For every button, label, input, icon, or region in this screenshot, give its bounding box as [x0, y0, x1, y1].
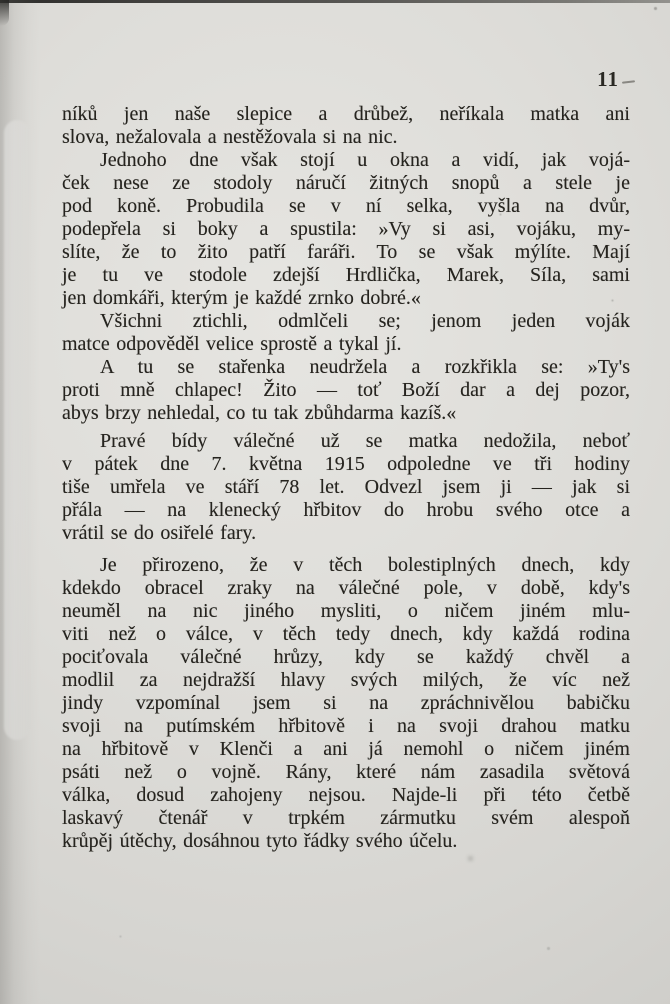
paragraph	[62, 310, 630, 356]
text-line: Jednoho dne však stojí u okna a vidí, jak vojá-	[100, 149, 630, 171]
text-line: slíte, že to žito patří faráři. To se však mýlíte. Mají	[62, 241, 630, 263]
text-line: modlil za nejdražší hlavy svých milých, že víc než	[62, 669, 630, 691]
text-line: neuměl na nic jiného mysliti, o ničem jiném mlu-	[62, 600, 630, 622]
text-line: níků jen naše slepice a drůbež, neříkala matka ani	[62, 103, 630, 125]
text-line: Je přirozeno, že v těch bolestiplných dnech, kdy	[100, 554, 630, 576]
text-line: je tu ve stodole zdejší Hrdlička, Marek, Síla, sami	[62, 264, 630, 286]
text-block	[62, 103, 630, 853]
text-line: proti mně chlapec! Žito — toť Boží dar a dej pozor,	[62, 379, 630, 401]
text-line: kdekdo obracel zraky na válečné pole, v době, kdy's	[62, 577, 630, 599]
text-line: krůpěj útěchy, dosáhnou tyto řádky svého účelu.	[62, 830, 458, 852]
paragraph	[62, 430, 630, 545]
text-line: abys brzy nehledal, co tu tak zbůhdarma kazíš.«	[62, 402, 457, 424]
text-line: na hřbitově v Klenči a ani já nemohl o ničem jiném	[62, 738, 630, 760]
scan-top-edge	[0, 0, 670, 3]
text-line: podepřela si boky a spustila: »Vy si asi, vojáku, my-	[62, 218, 630, 240]
text-line: ček nese ze stodoly náručí žitných snopů a stele je	[62, 172, 630, 194]
text-line: vrátil se do osiřelé fary.	[62, 522, 257, 544]
text-line: pociťovala válečné hrůzy, kdy se každý chvěl a	[62, 646, 630, 668]
paragraph	[62, 149, 630, 310]
paragraph	[62, 356, 630, 425]
text-line: v pátek dne 7. května 1915 odpoledne ve tři hodiny	[62, 453, 630, 475]
text-line: pod koně. Probudila se v ní selka, vyšla na dvůr,	[62, 195, 630, 217]
text-line: viti než o válce, v těch tedy dnech, kdy každá rodina	[62, 623, 630, 645]
text-line: psáti než o vojně. Rány, které nám zasadila světová	[62, 761, 630, 783]
text-line: svoji na putímském hřbitově i na svoji drahou matku	[62, 715, 630, 737]
paper-specks	[0, 0, 1, 1]
page-number: 11	[597, 67, 619, 91]
text-line: matce odpověděl velice sprostě a tykal jí.	[62, 333, 402, 355]
scan-artifact-dash	[622, 80, 635, 84]
text-line: Všichni ztichli, odmlčeli se; jenom jeden voják	[100, 310, 630, 332]
paragraph	[62, 103, 630, 149]
text-line: A tu se stařenka neudržela a rozkřikla se: »Ty's	[100, 356, 630, 378]
text-line: přála — na klenecký hřbitov do hrobu svého otce a	[62, 499, 630, 521]
text-line: slova, nežalovala a nestěžovala si na nic.	[62, 126, 398, 148]
text-line: jen domkáři, kterým je každé zrnko dobré.«	[62, 287, 421, 309]
text-line: válka, dosud zahojeny nejsou. Najde-li při této četbě	[62, 784, 630, 806]
paper-sheen	[4, 120, 30, 740]
text-line: tiše umřela ve stáří 78 let. Odvezl jsem ji — jak si	[62, 476, 630, 498]
text-line: jindy vzpomínal jsem si na zpráchnivělou babičku	[62, 692, 630, 714]
text-line: laskavý čtenář v trpkém zármutku svém alespoň	[62, 807, 630, 829]
paragraph	[62, 554, 630, 853]
text-line: Pravé bídy válečné už se matka nedožila, neboť	[100, 430, 630, 452]
